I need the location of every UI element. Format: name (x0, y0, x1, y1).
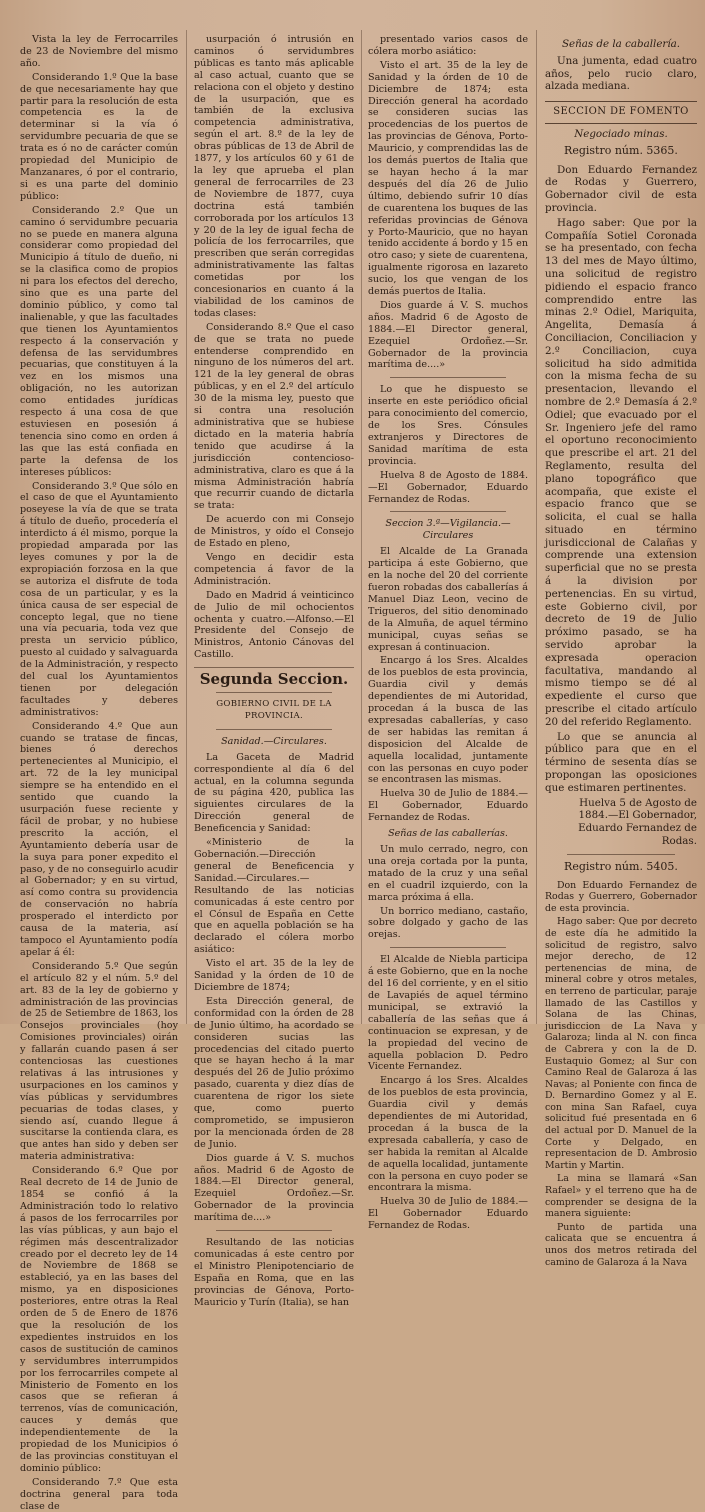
paragraph: Considerando 8.º Que el caso de que se trata no puede entenderse comprendido en ninguno de los números del art. 121 de la ley general de obras públicas, y en el 2.º del artículo 30 de la misma ley, puesto que si contra una resolución administrativa que se hubiese dictado en la materia habría tenido que acudirse á la jurisdicción contencioso-administrativa, claro es que á la misma Administración habría que recurrir cuando de dictarla se trata: (194, 321, 354, 512)
paragraph: De acuerdo con mi Consejo de Ministros, y oído el Consejo de Estado en pleno, (194, 514, 354, 550)
paragraph: Punto de partida una calicata que se encuentra á unos dos metros retirada del camino de Galaroza á la Nava (545, 1221, 697, 1268)
column-rule (361, 30, 362, 1024)
subsection-title: Señas de las caballerías. (388, 828, 508, 840)
paragraph: Encargo á los Sres. Alcaldes de los pueblos de esta provincia, Guardia civil y demás dependientes de mi Autoridad, procedan á la busca de la expresada caballería, y caso de ser habida la remitan al Alcalde de aquella localidad, juntamente con la persona en cuyo poder se encontrara la misma. (368, 1075, 528, 1194)
paragraph: Hago saber: Que por decreto de este día he admitido la solicitud de registro, salvo mejor derecho, de 12 pertenencias de mina, de mineral cobre y otros metales, en terreno de particular, paraje llamado de las Castillos y Solana de las Chinas, jurisdiccion de La Nava y Galaroza; linda al N. con finca de Cabrera y con la de D. Eustaquio Gomez; al Sur con Camino Real de Galaroza á las Navas; al Poniente con finca de D. Bernardino Gomez y al E. con mina San Rafael, cuya solicitud fué presentada en 6 del actual por D. Manuel de la Corte y Delgado, en representacion de D. Ambrosio Martin y Martin. (545, 916, 697, 1171)
paragraph: Considerando 4.º Que aun cuando se tratase de fincas, bienes ó derechos pertenecientes al Municipio, el art. 72 de la ley municipal siempre se ha entendido en el sentido que cuando la usurpación fuese reciente y fácil de probar, y no hubiese prescrito la acción, el Ayuntamiento debería usar de la suya para poner expedito el paso, y de no conseguirlo acudir al Gobernador; y en su virtud, así como contra su providencia de conservación no habría prosperado el interdicto por causa de la materia, así tampoco el Ayuntamiento podía apelar á él: (20, 720, 178, 958)
paragraph: presentado varios casos de cólera morbo asiático: (368, 34, 528, 57)
paragraph: Huelva 5 de Agosto de 1884.—El Gobernador, Eduardo Fernandez de Rodas. (578, 796, 697, 848)
column-1 (20, 34, 178, 1512)
divider (216, 1230, 332, 1231)
column-3 (368, 34, 528, 1232)
paragraph: Esta Dirección general, de conformidad con la órden de 28 de Junio último, ha acordado se consideren sucias las procedencias del citado puerto que se hayan hecho á la mar después del 26 de Julio próximo pasado, cuarenta y diez días de cuarentena de rigor los siete que, como puerto comprometido, se impusieron por la mencionada órden de 28 de Junio. (194, 995, 354, 1150)
registry-number: Registro núm. 5365. (564, 143, 678, 157)
subsection-title: Señas de la caballería. (561, 38, 681, 50)
paragraph: Considerando 1.º Que la base de que necesariamente hay que partir para la resolución de esta competencia es la de determinar si la vía ó servidumbre pecuaria de que se trata es ó no de carácter común propiedad del Municipio de Manzanares, ó por el contrario, si es una parte del dominio público: (20, 71, 178, 202)
subsection-heading: GOBIERNO CIVIL DE LA PROVINCIA. (216, 699, 332, 721)
paragraph: El Alcalde de La Granada participa á este Gobierno, que en la noche del 20 del corriente fueron robadas dos caballerías á Manuel Diaz Leon, vecino de Trigueros, del sitio denominado de la Almuña, de aquel término municipal, cuyas señas se expresan á continuacion. (368, 546, 528, 653)
section-heading: Segunda Seccion. (199, 670, 349, 689)
subsection-title: Negociado minas. (574, 127, 668, 140)
paragraph: Dios guarde á V. S. muchos años. Madrid 6 de Agosto de 1884.—El Director general, Ezequiel Ordoñez.—Sr. Gobernador de la provincia marítima de....» (368, 299, 528, 371)
subsection-title: Seccion 3.ª—Vigilancia.—Circulares (385, 518, 511, 542)
paragraph: Huelva 30 de Julio de 1884.—El Gobernador Eduardo Fernandez de Rodas. (368, 1196, 528, 1232)
divider (567, 854, 675, 855)
paragraph: Don Eduardo Fernandez de Rodas y Guerrero, Gobernador de esta provincia. (545, 879, 697, 914)
paragraph: Dado en Madrid á veinticinco de Julio de mil ochocientos ochenta y cuatro.—Alfonso.—El Presidente del Consejo de Ministros, Antonio Cánovas del Castillo. (194, 589, 354, 661)
paragraph: La Gaceta de Madrid correspondiente al día 6 del actual, en la columna segunda de su página 420, publica las siguientes circulares de la Dirección general de Beneficencia y Sanidad: (194, 751, 354, 835)
column-2 (194, 34, 354, 1308)
column-rule (536, 30, 537, 1024)
divider (216, 729, 332, 730)
column-4 (545, 34, 697, 1268)
paragraph: Considerando 7.º Que esta doctrina general para toda clase de (20, 1476, 178, 1512)
paragraph: Considerando 3.º Que sólo en el caso de que el Ayuntamiento poseyese la vía de que se trata á título de dueño, procedería el interdicto á él mismo, porque la propiedad amparada por las leyes comunes y por la de expropiación forzosa en la que se autoriza el disfrute de toda cosa de un particular, y es la única causa de ser especial de concepto legal, que no tiene una vía pecuaria, toda vez que presta un servicio público, puesto al cuidado y salvaguarda de la Administración, y respecto del cual los Ayuntamientos tienen por delegación facultades y deberes administrativos: (20, 480, 178, 718)
section-divider (194, 667, 354, 668)
paragraph: La mina se llamará «San Rafael» y el terreno que ha de comprender se designa de la manera siguiente: (545, 1173, 697, 1220)
divider (390, 511, 506, 512)
paragraph: Una jumenta, edad cuatro años, pelo rucio claro, alzada mediana. (545, 54, 697, 93)
divider (216, 692, 332, 693)
paragraph: Visto el art. 35 de la ley de Sanidad y la órden de 10 de Diciembre de 1874; esta Dirección general ha acordado se consideren sucias las procedencias de los puertos de las provincias de Génova, Porto-Mauricio, y comprendidas las de los demás puertos de Italia que se hayan hecho á la mar después del día 26 de Julio último, debiendo sufrir 10 días de cuarentena los buques de las referidas provincias de Génova y Porto-Mauricio, que no hayan tenido accidente á bordo y 15 en otro caso; y siete de cuarentena, igualmente rigorosa en lazareto sucio, los que vengan de los demás puertos de Italia. (368, 59, 528, 298)
paragraph: Visto el art. 35 de la ley de Sanidad y la órden de 10 de Diciembre de 1874; (194, 958, 354, 993)
paragraph: «Ministerio de la Gobernación.—Dirección general de Beneficencia y Sanidad.—Circulares.—Resultando de las noticias comunicadas á este centro por el Cónsul de España en Cette que en aquella población se ha declarado el cólera morbo asiático: (194, 837, 354, 956)
paragraph: Lo que se anuncia al público para que en el término de sesenta días se propongan las oposiciones que estimaren pertinentes. (545, 730, 697, 794)
registry-number: Registro núm. 5405. (564, 859, 678, 873)
paragraph: El Alcalde de Niebla participa á este Gobierno, que en la noche del 16 del corriente, y en el sitio de Lavapiés de aquel término municipal, se extravió la caballería de las señas que á continuacion se expresan, y de la propiedad del vecino de aquella poblacion D. Pedro Vicente Fernandez. (368, 954, 528, 1073)
paragraph: Considerando 2.º Que un camino ó servidumbre pecuaria no se puede en manera alguna considerar como propiedad del Municipio á título de dueño, ni se la clasifica como de propios ni para los efectos del derecho, sino que es una parte del dominio público, y como tal inalienable, y que las facultades que tienen los Ayuntamientos respecto á la conservación y defensa de las servidumbres pecuarias, que constituyen á la vez en los mismos una obligación, no les autorizan como entidades jurídicas respecto á una cosa de que estuviesen en posesión á tenencia sino como en orden á las que las está confiada en parte la defensa de los intereses públicos: (20, 204, 178, 478)
paragraph: usurpación ó intrusión en caminos ó servidumbres públicas es tanto más aplicable al caso actual, cuanto que se relaciona con el objeto y destino de la usurpación, que es también de la exclusiva competencia administrativa, según el art. 8.º de la ley de obras públicas de 13 de Abril de 1877, y los artículos 60 y 61 de la ley que aprueba el plan general de ferrocarriles de 23 de Noviembre de 1877, cuya doctrina está también corroborada por los artículos 13 y 20 de la ley de igual fecha de policía de los ferrocarriles, que prescriben que serán corregidas administrativamente las faltas cometidas por los concesionarios en cuanto á la viabilidad de los caminos de todas clases: (194, 34, 354, 319)
paragraph: Resultando de las noticias comunicadas á este centro por el Ministro Plenipotenciario de España en Roma, que en las provincias de Génova, Porto-Mauricio y Turín (Italia), se han (194, 1237, 354, 1308)
paragraph: Vengo en decidir esta competencia á favor de la Administración. (194, 551, 354, 587)
paragraph: Lo que he dispuesto se inserte en este periódico oficial para conocimiento del comercio, de los Sres. Cónsules extranjeros y Directores de Sanidad marítima de esta provincia. (368, 384, 528, 467)
paragraph: Huelva 30 de Julio de 1884.—El Gobernador, Eduardo Fernandez de Rodas. (368, 788, 528, 824)
divider (390, 947, 506, 948)
column-rule (186, 30, 187, 1024)
paragraph: Considerando 6.º Que por Real decreto de 14 de Junio de 1854 se confió á la Administración todo lo relativo á pasos de los ferrocarriles por las vías públicas, y aun bajo el régimen más descentralizador creado por el decreto ley de 14 de Noviembre de 1868 se estableció, ya en las bases del mismo, ya en disposiciones posteriores, entre otras la Real orden de 5 de Enero de 1876 que la resolución de los expedientes instruidos en los casos de sustitución de caminos y servidumbres interrumpidos por los ferrocarriles compete al Ministerio de Fomento en los casos que se refieran á terrenos, vías de comunicación, cauces y demás que independientemente de la propiedad de los Municipios ó de las provincias constituyan el dominio público: (20, 1165, 178, 1474)
paragraph: Un mulo cerrado, negro, con una oreja cortada por la punta, matado de la cruz y una señal en el cuadril izquierdo, con la marca próxima á ella. (368, 844, 528, 903)
divider (390, 377, 506, 378)
paragraph: Un borrico mediano, castaño, sobre dolgado y gacho de las orejas. (368, 905, 528, 941)
paragraph: Huelva 8 de Agosto de 1884.—El Gobernador, Eduardo Fernandez de Rodas. (368, 469, 528, 505)
paragraph: Vista la ley de Ferrocarriles de 23 de Noviembre del mismo año. (20, 34, 178, 69)
section-heading: SECCION DE FOMENTO (545, 101, 697, 124)
paragraph: Encargo á los Sres. Alcaldes de los pueblos de esta provincia, Guardia civil y demás dependientes de mi Autoridad, procedan á la busca de las expresadas caballerías, y caso de ser habidas las remitan á disposicion del Alcalde de aquella localidad, juntamente con las personas en cuyo poder se encontrasen las mismas. (368, 655, 528, 786)
subsection-title: Sanidad.—Circulares. (221, 735, 327, 747)
paragraph: Hago saber: Que por la Compañía Sotiel Coronada se ha presentado, con fecha 13 del mes de Mayo último, una solicitud de registro pidiendo el espacio franco comprendido entre las minas 2.º Odiel, Mariquita, Angelita, Demasía á Conciliacion, Conciliacion y 2.º Conciliacion, cuya solicitud ha sido admitida con la misma fecha de su presentacion, llevando el nombre de 2.º Demasía á 2.º Odiel; que evacuado por el Sr. Ingeniero jefe del ramo el oportuno reconocimiento que prescribe el art. 21 del Reglamento, resulta del plano topográfico que acompaña, que existe el espacio franco que se solicita, el cual se halla situado en término jurisdiccional de Calañas y comprende una extension superficial que no se presta á la division por pertenencias. En su virtud, este Gobierno civil, por decreto de 19 de Julio próximo pasado, se ha servido aprobar la expresada operacion facultativa, mandando al mismo tiempo se dé al expediente el curso que prescribe el citado artículo 20 del referido Reglamento. (545, 216, 697, 728)
paragraph: Considerando 5.º Que según el artículo 82 y el núm. 5.º del art. 83 de la ley de gobierno y administración de las provincias de 25 de Setiembre de 1863, los Consejos provinciales (hoy Comisiones provinciales) oirán y fallarán cuando pasen á ser contenciosas las cuestiones relativas á las intrusiones y usurpaciones en los caminos y vías públicas y servidumbres pecuarias de todas clases, y siendo así, cuando llegue á suscitarse la contienda clara, es que antes han sido y deben ser materia administrativa: (20, 960, 178, 1163)
paragraph: Dios guarde á V. S. muchos años. Madrid 6 de Agosto de 1884.—El Director general, Ezequiel Ordoñez.—Sr. Gobernador de la provincia marítima de....» (194, 1152, 354, 1224)
paragraph: Don Eduardo Fernandez de Rodas y Guerrero, Gobernador civil de esta provincia. (545, 163, 697, 214)
